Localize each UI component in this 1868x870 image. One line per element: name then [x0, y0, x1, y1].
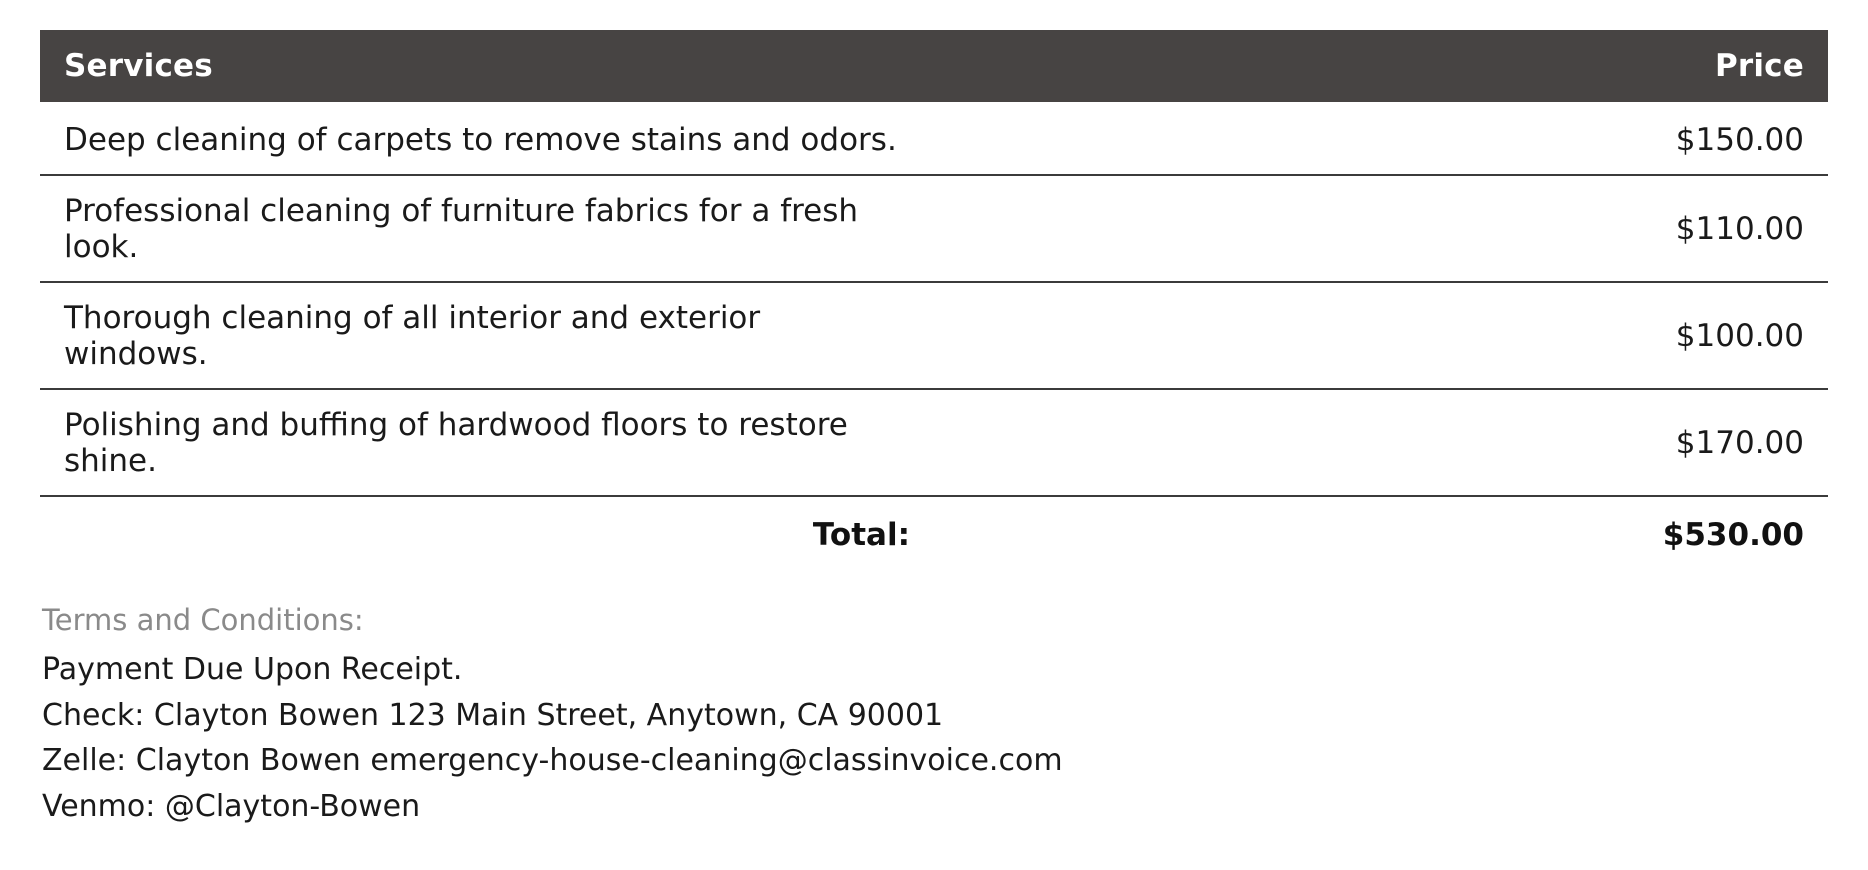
service-price: $110.00 — [934, 175, 1828, 282]
service-price: $100.00 — [934, 282, 1828, 389]
table-row — [40, 389, 1828, 496]
service-price: $150.00 — [934, 102, 1828, 175]
table-row — [40, 175, 1828, 282]
total-row — [40, 496, 1828, 563]
table-header — [40, 30, 1828, 102]
column-header-services: Services — [40, 30, 934, 102]
terms-line-venmo: Venmo: @Clayton-Bowen — [42, 788, 421, 824]
table-row — [40, 282, 1828, 389]
column-header-price: Price — [934, 30, 1828, 102]
table-body — [40, 102, 1828, 496]
service-description: Polishing and buffing of hardwood floors to restore shine. — [40, 389, 934, 496]
service-price: $170.00 — [934, 389, 1828, 496]
service-description: Thorough cleaning of all interior and exterior windows. — [40, 282, 934, 389]
service-description: Professional cleaning of furniture fabrics for a fresh look. — [40, 175, 934, 282]
total-label: Total: — [812, 517, 910, 553]
service-description: Deep cleaning of carpets to remove stains and odors. — [40, 102, 934, 175]
terms-line-check: Check: Clayton Bowen 123 Main Street, Anytown, CA 90001 — [42, 697, 944, 733]
terms-line-zelle: Zelle: Clayton Bowen emergency-house-cleaning@classinvoice.com — [42, 743, 1063, 779]
terms-title: Terms and Conditions: — [42, 603, 364, 637]
services-table — [40, 30, 1828, 563]
terms-line-payment: Payment Due Upon Receipt. — [42, 652, 463, 687]
terms-and-conditions-section — [40, 603, 1828, 829]
table-footer — [40, 496, 1828, 563]
table-header-row — [40, 30, 1828, 102]
table-row — [40, 102, 1828, 175]
total-value: $530.00 — [1662, 517, 1804, 553]
